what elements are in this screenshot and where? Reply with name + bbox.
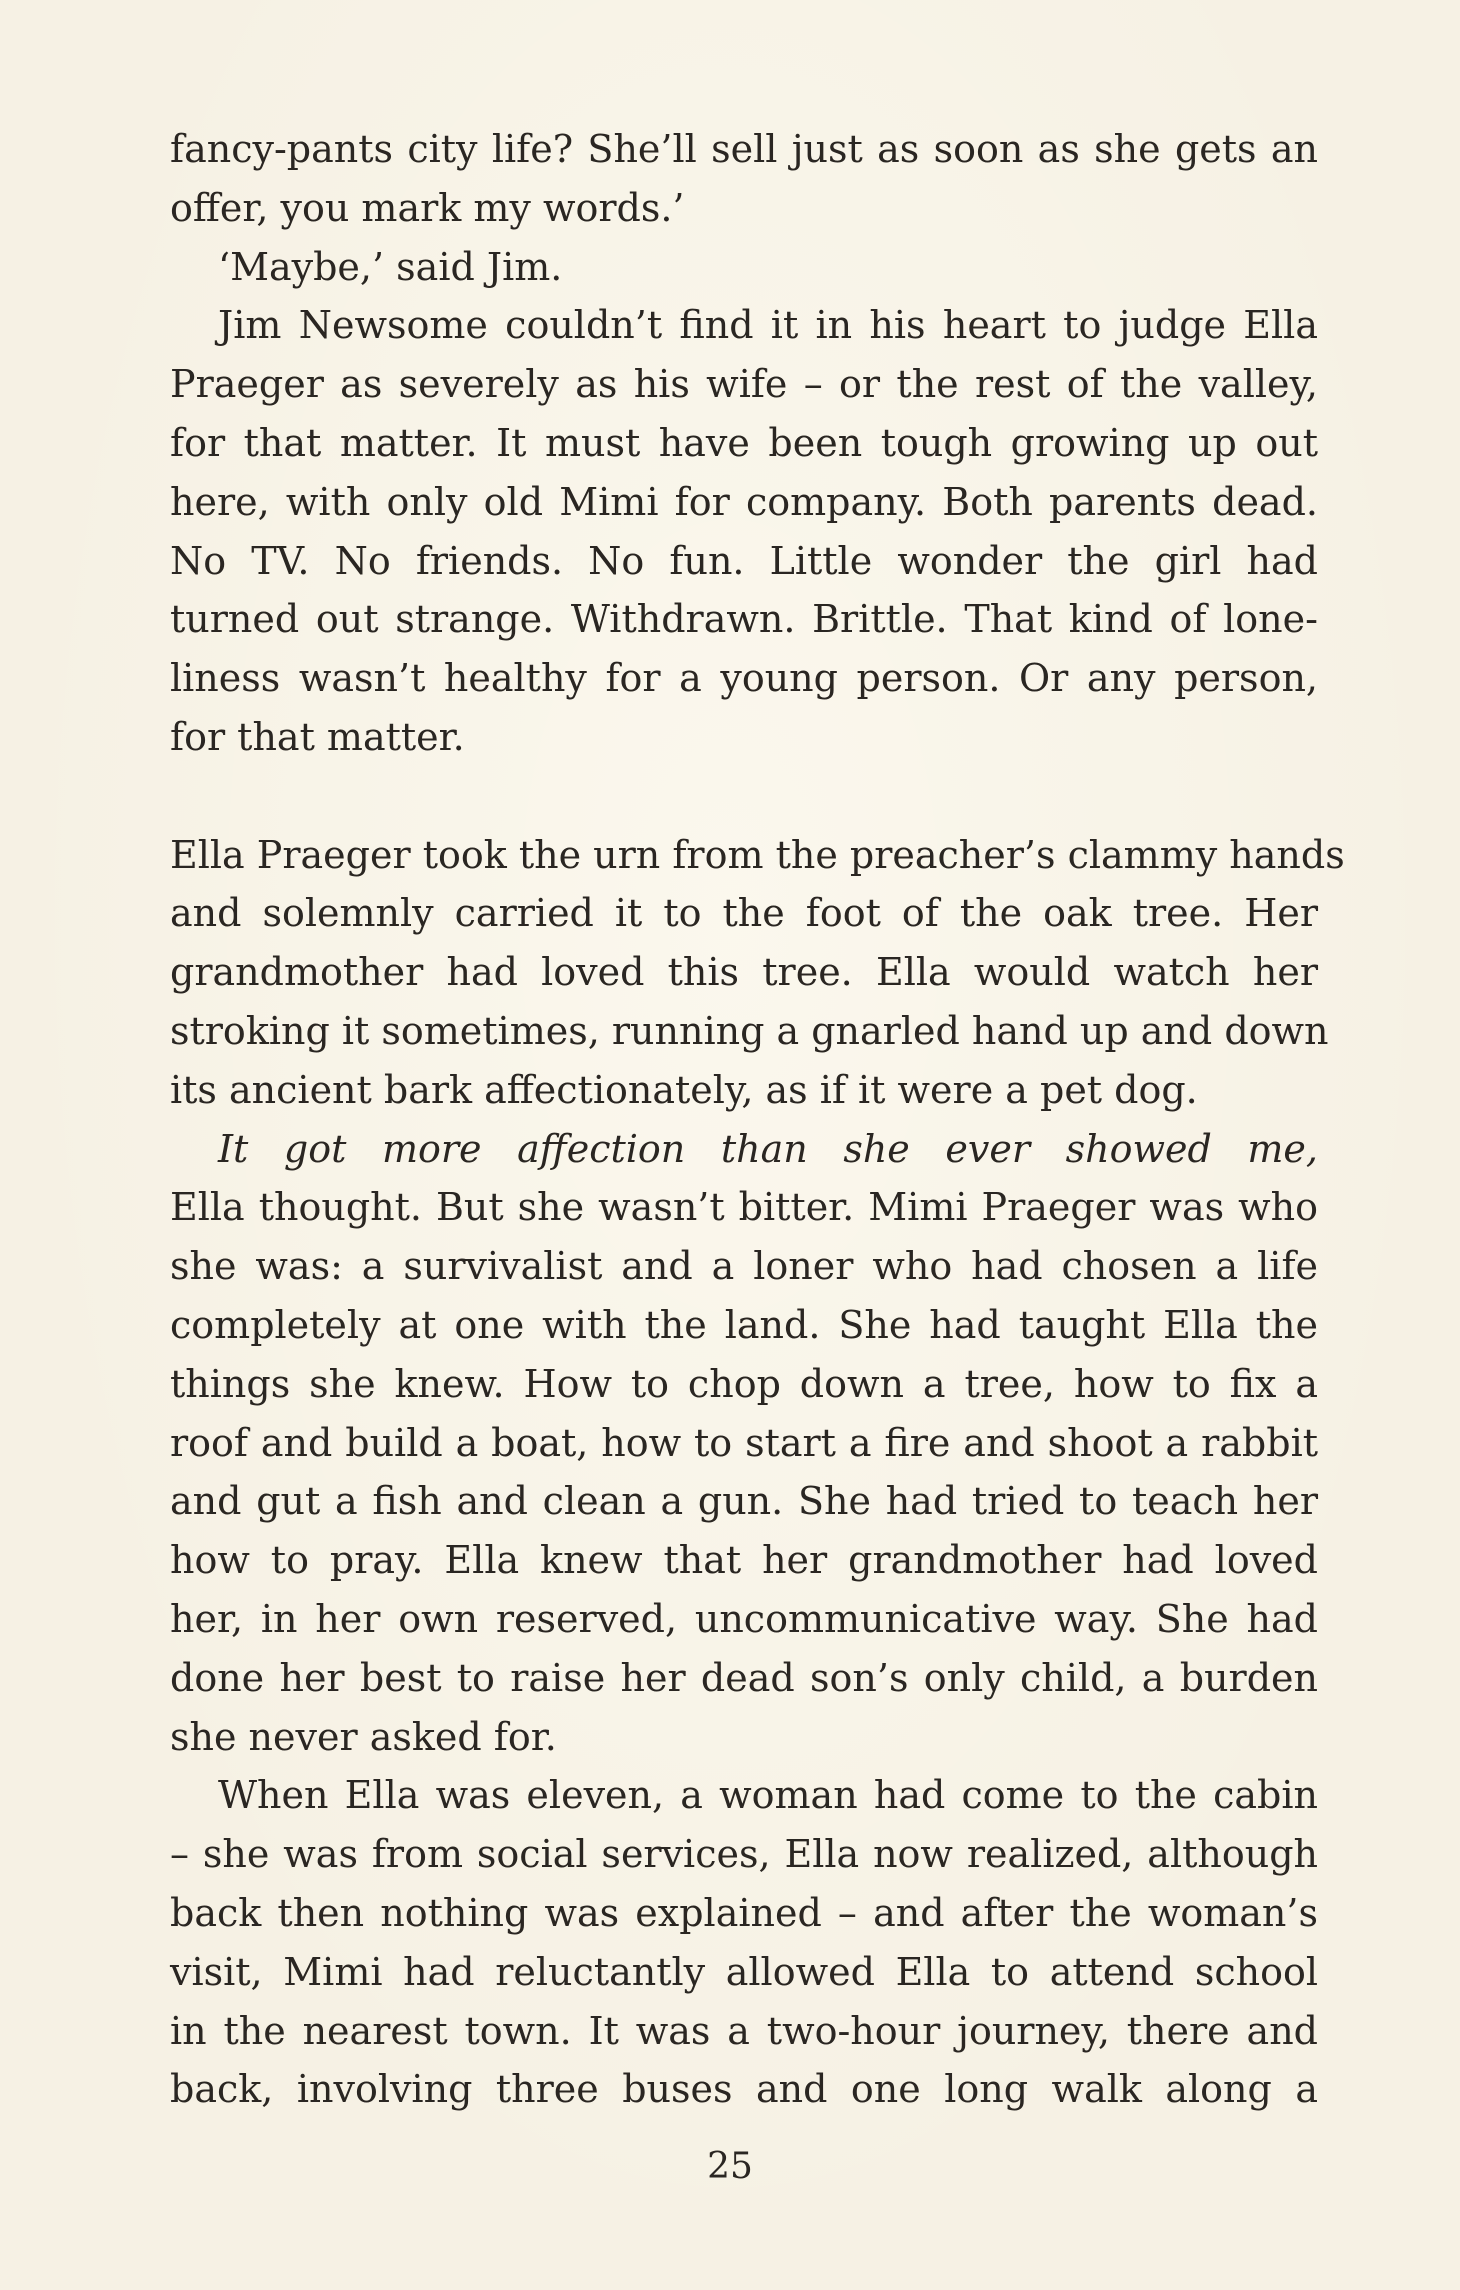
text-line: back, involving three buses and one long walk along a — [170, 2067, 1318, 2112]
text-line: and solemnly carried it to the foot of the oak tree. Her — [170, 891, 1318, 936]
text-line: completely at one with the land. She had taught Ella the — [170, 1302, 1318, 1347]
text-line: offer, you mark my words.’ — [170, 185, 685, 230]
text-line: When Ella was eleven, a woman had come to the cabin — [218, 1773, 1318, 1818]
text-line: its ancient bark affectionately, as if it were a pet dog. — [170, 1067, 1198, 1112]
text-line: turned out strange. Withdrawn. Brittle. That kind of lone- — [170, 597, 1318, 642]
text-line: done her best to raise her dead son’s only child, a burden — [170, 1655, 1318, 1700]
text-line: she never asked for. — [170, 1714, 557, 1759]
text-line: stroking it sometimes, running a gnarled hand up and down — [170, 1008, 1329, 1053]
text-line: here, with only old Mimi for company. Both parents dead. — [170, 479, 1318, 524]
text-line: No TV. No friends. No fun. Little wonder the girl had — [170, 538, 1318, 583]
text-line: It got more affection than she ever showed me, — [218, 1126, 1318, 1171]
text-line: liness wasn’t healthy for a young person. Or any person, — [170, 656, 1318, 701]
text-line: her, in her own reserved, uncommunicative way. She had — [170, 1596, 1318, 1641]
text-line: Ella thought. But she wasn’t bitter. Mimi Praeger was who — [170, 1185, 1318, 1230]
text-line: roof and build a boat, how to start a fire and shoot a rabbit — [170, 1420, 1318, 1465]
text-line: for that matter. — [170, 714, 465, 759]
text-line: Jim Newsome couldn’t find it in his heart to judge Ella — [218, 303, 1318, 348]
text-line: Praeger as severely as his wife – or the rest of the valley, — [170, 362, 1318, 407]
text-line: Ella Praeger took the urn from the preacher’s clammy hands — [170, 832, 1345, 877]
text-line: ‘Maybe,’ said Jim. — [218, 244, 563, 289]
body-text — [170, 120, 1345, 2119]
text-line: things she knew. How to chop down a tree, how to fix a — [170, 1361, 1318, 1406]
text-line: visit, Mimi had reluctantly allowed Ella to attend school — [170, 1949, 1318, 1994]
text-line: – she was from social services, Ella now realized, although — [170, 1832, 1318, 1877]
text-line: in the nearest town. It was a two-hour journey, there and — [170, 2008, 1318, 2053]
text-line: for that matter. It must have been tough growing up out — [170, 420, 1318, 465]
text-line: grandmother had loved this tree. Ella would watch her — [170, 950, 1318, 995]
text-line: how to pray. Ella knew that her grandmother had loved — [170, 1538, 1318, 1583]
text-line: she was: a survivalist and a loner who had chosen a life — [170, 1244, 1318, 1289]
text-line: and gut a fish and clean a gun. She had tried to teach her — [170, 1479, 1318, 1524]
page-number: 25 — [707, 2146, 753, 2187]
scene-break — [170, 767, 1318, 826]
text-line: fancy-pants city life? She’ll sell just as soon as she gets an — [170, 127, 1318, 171]
text-line: back then nothing was explained – and after the woman’s — [170, 1890, 1318, 1935]
